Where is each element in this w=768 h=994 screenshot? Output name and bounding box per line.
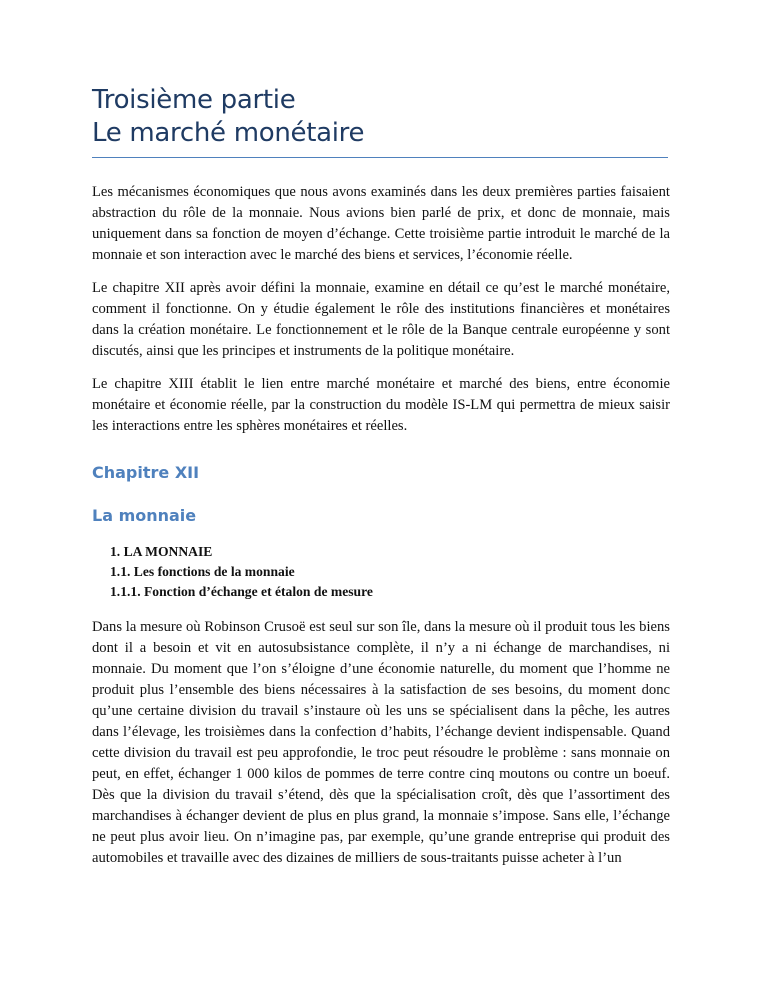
part-title-line-1: Troisième partie xyxy=(92,85,296,115)
outline-item-level-2: 1.1. Les fonctions de la monnaie xyxy=(110,564,295,579)
body-paragraph: Dans la mesure où Robinson Crusoë est seul sur son île, dans la mesure où il produit tous les biens dont il a besoin et vit en autosubsistance complète, il n’y a ni échange de marchandises, ni monnaie. Du moment que l’on s’éloigne d’une économie naturelle, du moment que l’homme ne produit plus l’ensemble des biens nécessaires à la satisfaction de ses besoins, du moment donc qu’une certaine division du travail s’instaure où les uns se spécialisent dans la pêche, les autres dans l’élevage, les troisièmes dans la confection d’habits, l’échange devient indispensable. Quand cette division du travail est peu approfondie, le troc peut résoudre le problème : sans monnaie on peut, en effet, échanger 1 000 kilos de pommes de terre contre cinq moutons ou contre un boeuf. Dès que la division du travail s’étend, dès que la spécialisation croît, dès que l’assortiment des marchandises à échanger devient de plus en plus grand, la monnaie s’impose. Sans elle, l’échange ne peut plus avoir lieu. On n’imagine pas, par exemple, qu’une grande entreprise qui produit des automobiles et travaille avec des dizaines de milliers de sous-traitants puisse acheter à l’un xyxy=(92,619,670,866)
part-title-line-2: Le marché monétaire xyxy=(92,118,365,148)
intro-paragraph-1: Les mécanismes économiques que nous avons examinés dans les deux premières parties faisaient abstraction du rôle de la monnaie. Nous avions bien parlé de prix, et donc de monnaie, mais uniquement dans sa fonction de moyen d’échange. Cette troisième partie introduit le marché de la monnaie et son interaction avec le marché des biens et services, l’économie réelle. xyxy=(92,184,670,263)
section-outline xyxy=(92,542,670,602)
chapter-title: La monnaie xyxy=(92,506,197,525)
intro-paragraph-2: Le chapitre XII après avoir défini la monnaie, examine en détail ce qu’est le marché monétaire, comment il fonctionne. On y étudie également le rôle des institutions financières et monétaires dans la création monétaire. Le fonctionnement et le rôle de la Banque centrale européenne y sont discutés, ainsi que les principes et instruments de la politique monétaire. xyxy=(92,280,670,359)
outline-item-level-3: 1.1.1. Fonction d’échange et étalon de mesure xyxy=(110,584,373,599)
part-title xyxy=(92,84,670,150)
title-divider xyxy=(92,157,668,158)
chapter-label: Chapitre XII xyxy=(92,463,200,482)
outline-item-level-1: 1. LA MONNAIE xyxy=(110,544,213,559)
document-page xyxy=(92,84,670,869)
intro-paragraph-3: Le chapitre XIII établit le lien entre marché monétaire et marché des biens, entre économie monétaire et économie réelle, par la construction du modèle IS-LM qui permettra de mieux saisir les interactions entre les sphères monétaires et réelles. xyxy=(92,376,670,434)
